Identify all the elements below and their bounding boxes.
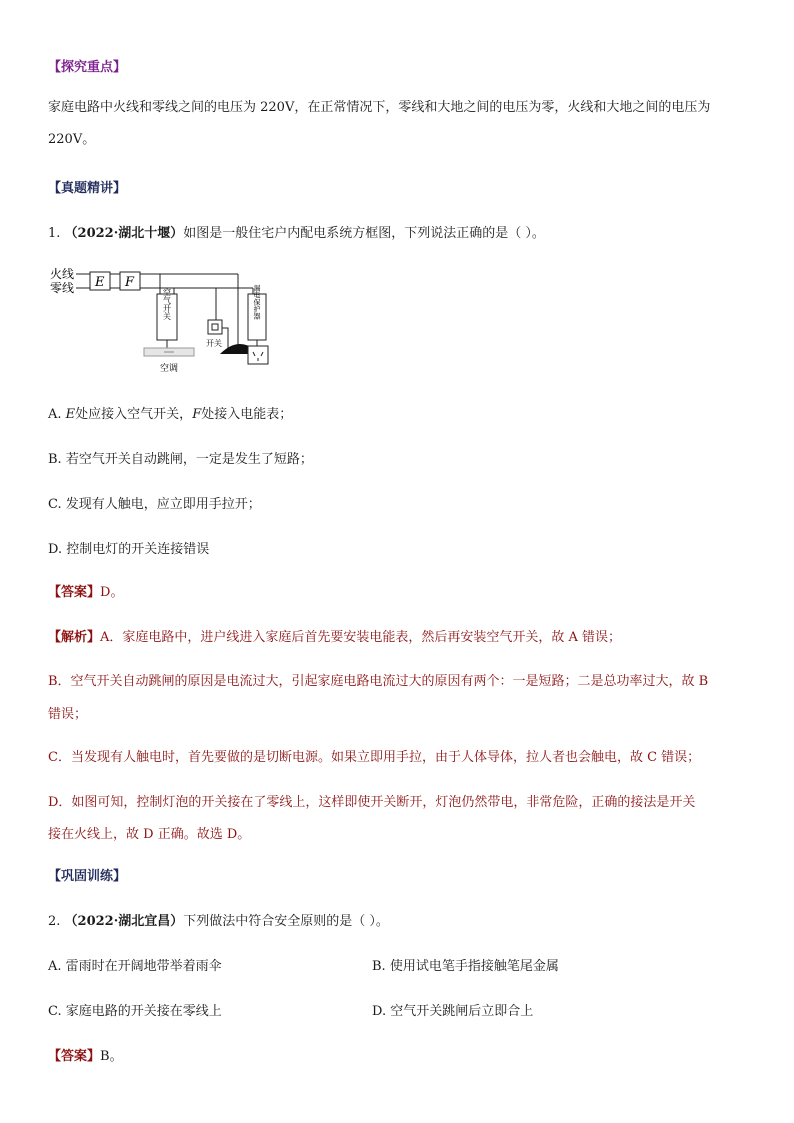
circuit-diagram [48, 258, 288, 376]
q2-option-b: B. 使用试电笔手指接触笔尾金属 [372, 959, 559, 974]
answer-2: 【答案】B。 [48, 1049, 123, 1064]
question-text: 下列做法中符合安全原则的是（ ）。 [183, 914, 389, 929]
box-f-label: F [125, 275, 135, 290]
option-a: A. E处应接入空气开关，F处接入电能表； [48, 407, 293, 422]
question-source: （2022·湖北十堰） [64, 226, 184, 241]
question-number: 2. [48, 914, 61, 929]
leakage-protector-label: 漏电保护器 [253, 284, 261, 320]
analysis-c: C．当发现有人触电时，首先要做的是切断电源。如果立即用手拉，由于人体导体，拉人者也会触电，故 C 错误； [48, 750, 701, 765]
question-2-stem [48, 910, 389, 929]
option-d: D. 控制电灯的开关连接错误 [48, 542, 210, 557]
q2-option-c: C. 家庭电路的开关接在零线上 [48, 1004, 222, 1019]
live-wire-label: 火线 [50, 267, 75, 281]
section-title-exam-review: 【真题精讲】 [48, 181, 127, 196]
neutral-wire-label: 零线 [50, 281, 75, 295]
question-number: 1. [48, 226, 61, 241]
analysis-d-line2: 接在火线上，故 D 正确。故选 D。 [48, 827, 251, 842]
intro-paragraph: 家庭电路中火线和零线之间的电压为 220V，在正常情况下，零线和大地之间的电压为零，火线和大地之间的电压为 220V。 [48, 100, 711, 147]
answer-1: 【答案】D。 [48, 585, 124, 600]
question-text: 如图是一般住宅户内配电系统方框图，下列说法正确的是（ ）。 [183, 226, 545, 241]
option-c: C. 发现有人触电，应立即用手拉开； [48, 497, 261, 512]
question-1-stem [48, 222, 545, 241]
analysis-b-line2: 错误； [48, 707, 88, 722]
q2-option-a: A. 雷雨时在开阔地带举着雨伞 [48, 959, 222, 974]
section-title-key-points: 【探究重点】 [48, 60, 127, 75]
switch-label: 开关 [206, 339, 222, 348]
box-e-label: E [95, 275, 105, 290]
analysis-b-line1: B．空气开关自动跳闸的原因是电流过大，引起家庭电路电流过大的原因有两个：一是短路；二是总功率过大，故 B [48, 674, 709, 689]
analysis-a: 【解析】A．家庭电路中，进户线进入家庭后首先要安装电能表，然后再安装空气开关，故 A 错误； [48, 630, 622, 645]
q2-option-d: D. 空气开关跳闸后立即合上 [372, 1004, 534, 1019]
option-b: B. 若空气开关自动跳闸，一定是发生了短路； [48, 452, 313, 467]
section-title-practice: 【巩固训练】 [48, 869, 127, 884]
air-switch-label: 空气开关 [162, 288, 172, 320]
socket-icon [248, 346, 268, 364]
air-conditioner-label: 空调 [160, 364, 179, 374]
question-source: （2022·湖北宜昌） [64, 914, 184, 929]
analysis-d-line1: D．如图可知，控制灯泡的开关接在了零线上，这样即使开关断开，灯泡仍然带电，非常危险，正确的接法是开关 [48, 795, 696, 810]
